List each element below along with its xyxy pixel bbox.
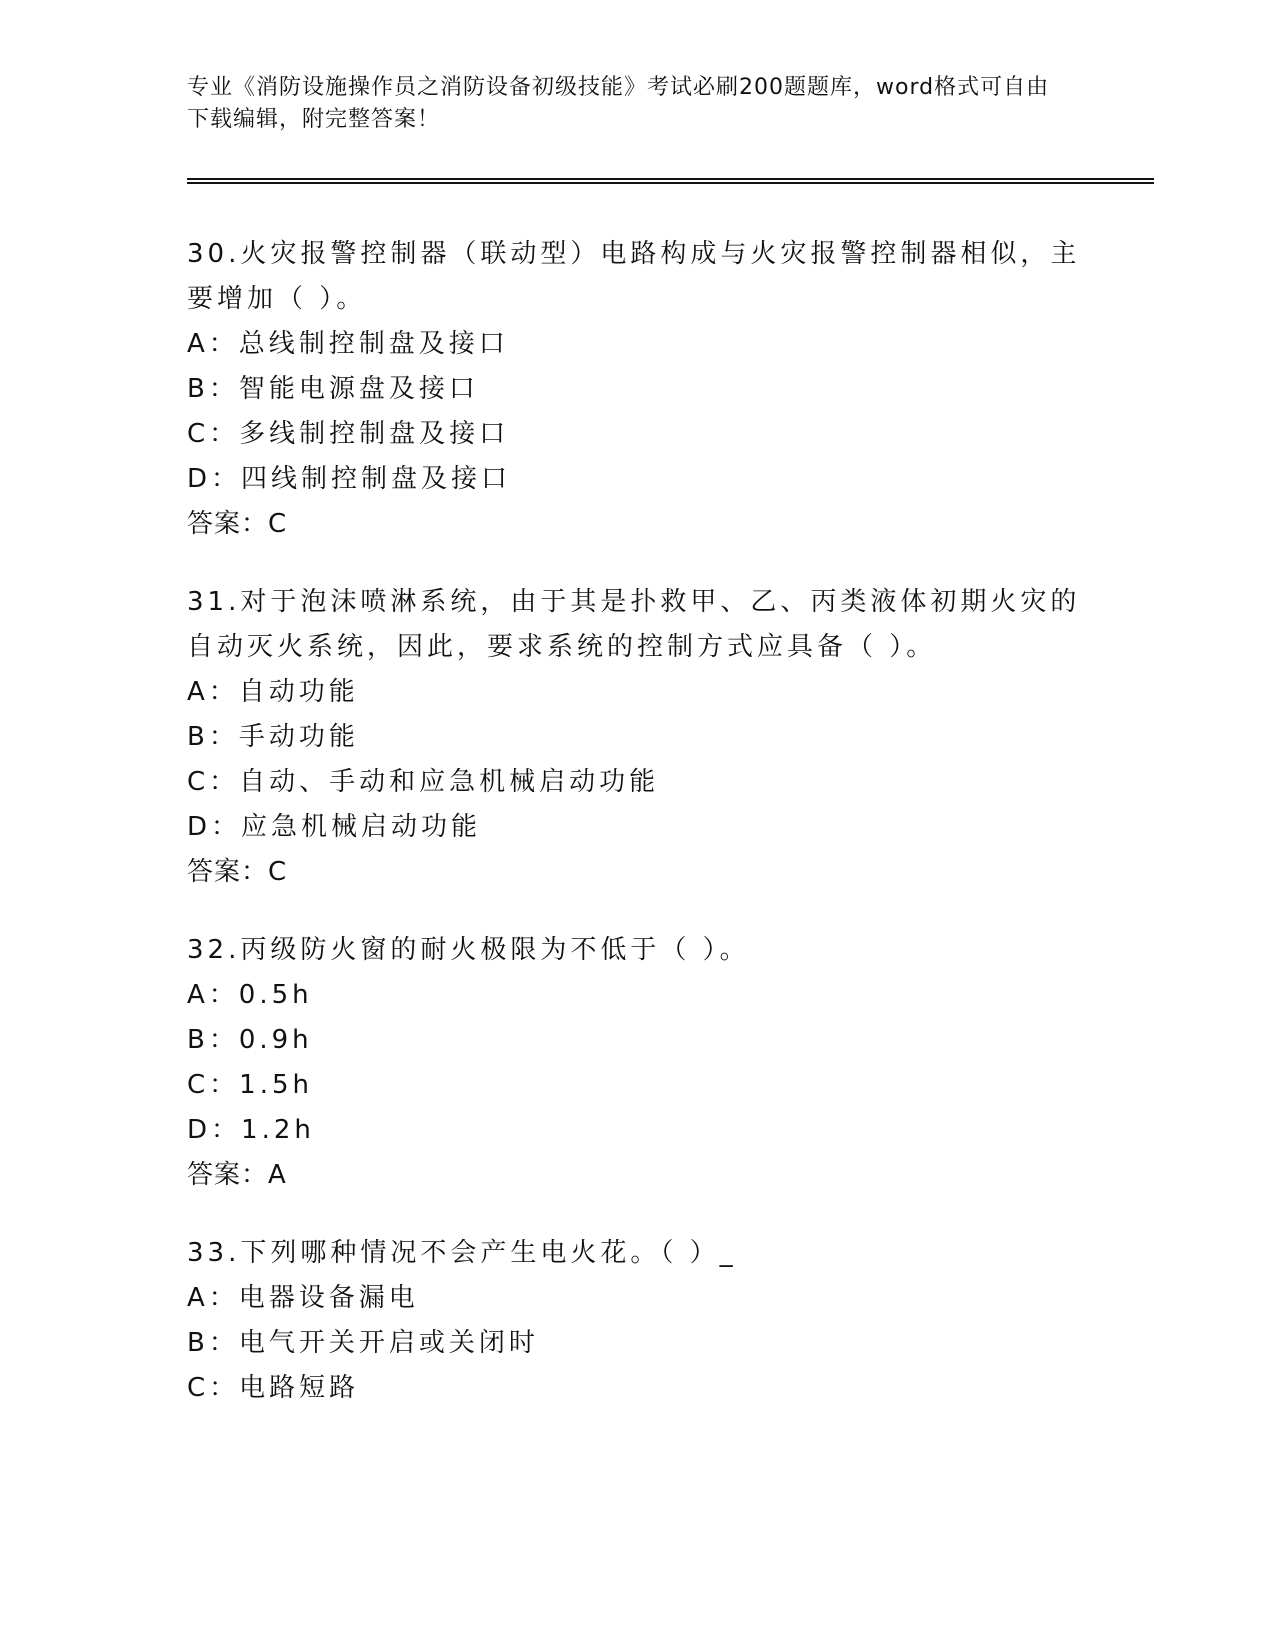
option-b: B：手动功能: [187, 722, 359, 752]
question-list: [187, 232, 1087, 1444]
answer-line: 答案：A: [187, 1160, 287, 1190]
option-a: A：0.5h: [187, 980, 313, 1010]
question-stem: 32.丙级防火窗的耐火极限为不低于（ ）。: [187, 935, 750, 965]
question-stem: 33.下列哪种情况不会产生电火花。（ ）_: [187, 1238, 737, 1268]
question-32: [187, 928, 1087, 1198]
option-d: D：四线制控制盘及接口: [187, 464, 512, 494]
answer-line: 答案：C: [187, 509, 288, 539]
option-a: A：总线制控制盘及接口: [187, 329, 509, 359]
option-d: D：应急机械启动功能: [187, 812, 482, 842]
document-header: 专业《消防设施操作员之消防设备初级技能》考试必刷200题题库，word格式可自由下载编辑，附完整答案！: [187, 75, 1050, 132]
header-divider: [187, 178, 1154, 184]
option-b: B：电气开关开启或关闭时: [187, 1328, 539, 1358]
question-stem: 31.对于泡沫喷淋系统，由于其是扑救甲、乙、丙类液体初期火灾的自动灭火系统，因此，要求系统的控制方式应具备（ ）。: [187, 587, 1081, 662]
option-c: C：1.5h: [187, 1070, 313, 1100]
question-31: [187, 580, 1087, 895]
option-b: B：智能电源盘及接口: [187, 374, 479, 404]
option-d: D：1.2h: [187, 1115, 315, 1145]
option-c: C：自动、手动和应急机械启动功能: [187, 767, 660, 797]
option-c: C：电路短路: [187, 1373, 360, 1403]
option-b: B：0.9h: [187, 1025, 313, 1055]
answer-line: 答案：C: [187, 857, 288, 887]
question-30: [187, 232, 1087, 547]
question-33: [187, 1231, 1087, 1411]
option-c: C：多线制控制盘及接口: [187, 419, 510, 449]
question-stem: 30.火灾报警控制器（联动型）电路构成与火灾报警控制器相似，主要增加（ ）。: [187, 239, 1081, 314]
option-a: A：自动功能: [187, 677, 359, 707]
option-a: A：电器设备漏电: [187, 1283, 419, 1313]
